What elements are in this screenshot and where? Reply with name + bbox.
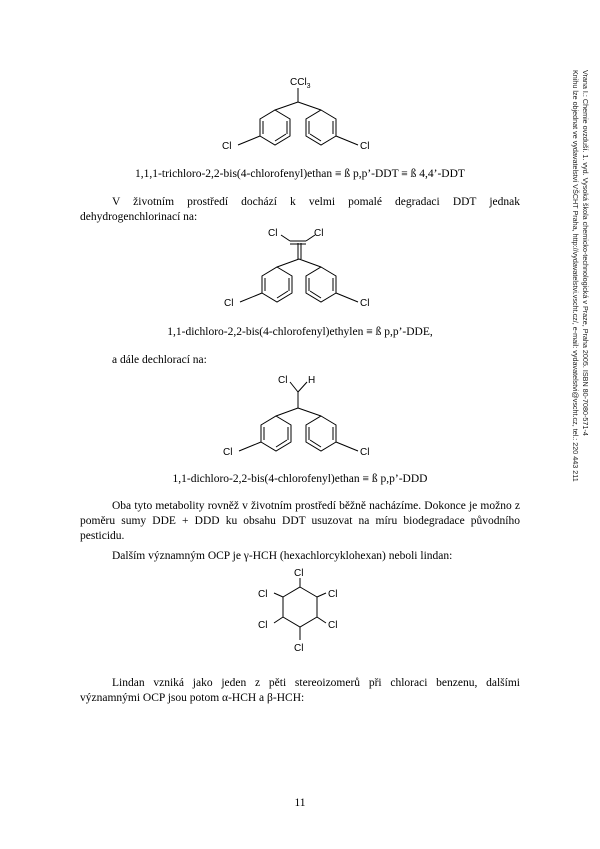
ddd-caption: 1,1-dichloro-2,2-bis(4-chlorofenyl)ethan ≡ ß p,p’-DDD	[172, 473, 428, 485]
ddd-cl-right: Cl	[360, 447, 370, 458]
lindane-cl-3: Cl	[328, 620, 338, 631]
citation-line-2: Knihu lze objednat ve vydavatelství VŠCHT Praha, http://vydavatelstvi.vscht.cz/, e-mail: vydavatelstvi@vscht.cz, tel.: 220 443 211	[571, 70, 580, 482]
dde-cl-left: Cl	[224, 298, 234, 309]
lindane-structure	[250, 565, 350, 665]
ddd-cl-top: Cl	[278, 375, 288, 386]
lindane-cl-1: Cl	[294, 568, 304, 579]
lindane-cl-5: Cl	[258, 620, 268, 631]
ddd-h-top: H	[308, 375, 316, 386]
paragraph-stereoisomers: Lindan vzniká jako jeden z pěti stereoizomerů při chloraci benzenu, dalšími významnými OCP jsou potom α-HCH a β-HCH:	[80, 677, 520, 704]
paragraph-degradation: V životním prostředí dochází k velmi pomalé degradaci DDT jednak dehydrogenchlorinací na:	[80, 196, 520, 223]
lindane-cl-2: Cl	[328, 589, 338, 600]
dde-caption: 1,1-dichloro-2,2-bis(4-chlorofenyl)ethylen ≡ ß p,p’-DDE,	[167, 326, 433, 338]
ddt-caption: 1,1,1-trichloro-2,2-bis(4-chlorofenyl)ethan ≡ ß p,p’-DDT ≡ ß 4,4’-DDT	[135, 168, 465, 180]
dde-cl-right: Cl	[360, 298, 370, 309]
ddt-ccl3-label: CCl$_3$	[290, 77, 311, 90]
ddt-cl-right: Cl	[360, 141, 370, 152]
ddt-cl-left: Cl	[222, 141, 232, 152]
citation-side-note	[568, 70, 590, 680]
paragraph-dechlorination: a dále dechlorací na:	[112, 354, 207, 366]
ddd-cl-left: Cl	[223, 447, 233, 458]
citation-line-1: Vrana I.: Chemie ovzduší. 1. vyd. Vysoká škola chemicko-technologická v Praze, Praha 2005. ISBN 80-7080-571-4	[581, 70, 590, 436]
lindane-cl-6: Cl	[258, 589, 268, 600]
paragraph-lindane: Dalším významným OCP je γ-HCH (hexachlorcyklohexan) neboli lindan:	[112, 550, 453, 562]
dde-structure	[210, 227, 390, 309]
paragraph-metabolites: Oba tyto metabolity rovněž v životním prostředí běžně nacházíme. Dokonce je možno z poměru sumy DDE + DDD ku obsahu DDT usuzovat na míru biodegradace původního pesticidu.	[80, 500, 520, 542]
ddt-structure	[210, 72, 390, 152]
ddd-structure	[210, 372, 390, 456]
lindane-cl-4: Cl	[294, 643, 304, 654]
dde-cl-top-left: Cl	[268, 228, 278, 239]
dde-cl-top-right: Cl	[314, 228, 324, 239]
page-number: 11	[294, 797, 306, 809]
